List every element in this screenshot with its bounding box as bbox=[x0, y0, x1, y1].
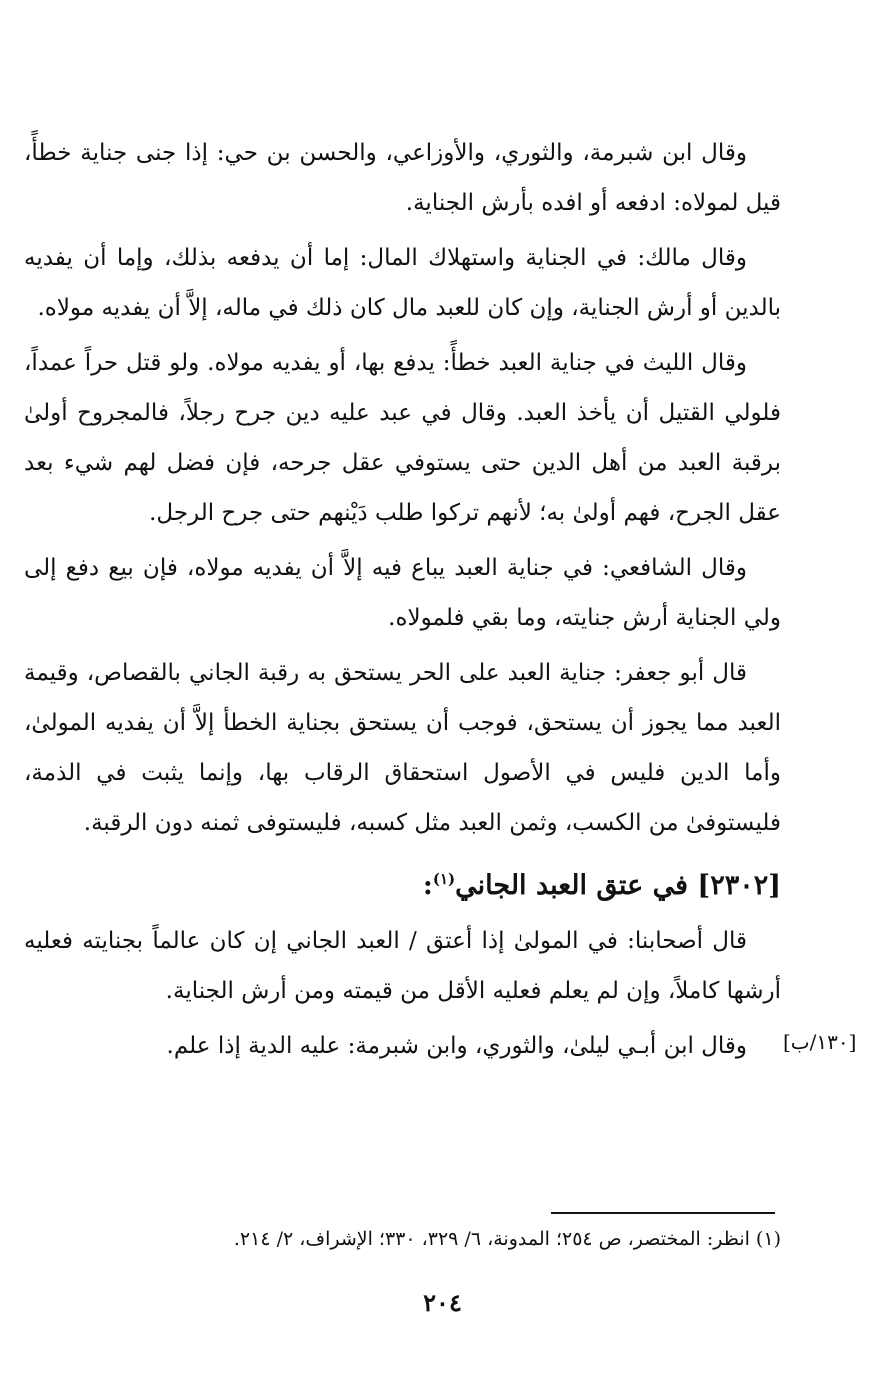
page-number: ٢٠٤ bbox=[423, 1288, 462, 1317]
paragraph-malik: وقال مالك: في الجناية واستهلاك المال: إما أن يدفعه بذلك، وإما أن يفديه بالدين أو أرش الجناية، وإن كان للعبد مال كان ذلك في ماله، إلاَّ أن يفديه مولاه. bbox=[24, 245, 781, 321]
section-heading bbox=[24, 853, 781, 912]
paragraph-ashabuna: قال أصحابنا: في المولىٰ إذا أعتق / العبد الجاني إن كان عالماً بجنايته فعليه أرشها كاملاً، وإن لم يعلم فعليه الأقل من قيمته ومن أرش الجناية. bbox=[24, 928, 781, 1004]
footnote-separator bbox=[551, 1212, 775, 1214]
paragraph-block-with-folio bbox=[24, 916, 781, 1016]
section-number: [٢٣٠٢] bbox=[697, 870, 781, 901]
paragraph-al-layth: وقال الليث في جناية العبد خطأً: يدفع بها، أو يفديه مولاه. ولو قتل حراً عمداً، فلولي القتيل أن يأخذ العبد. وقال في عبد عليه دين جرح رجلاً، فالمجروح أولىٰ برقبة العبد من أهل الدين حتى يستوفي عقل جرحه، فإن فضل لهم شيء بعد عقل الجرح، فهم أولىٰ به؛ لأنهم تركوا طلب دَيْنهم حتى جرح الرجل. bbox=[24, 350, 781, 526]
heading-colon: : bbox=[422, 870, 433, 901]
paragraph-al-shafii: وقال الشافعي: في جناية العبد يباع فيه إلاَّ أن يفديه مولاه، فإن بيع دفع إلى ولي الجناية أرش جنايته، وما بقي فلمولاه. bbox=[24, 555, 781, 631]
footnote: (١) انظر: المختصر، ص ٢٥٤؛ المدونة، ٦/ ٣٢٩، ٣٣٠؛ الإشراف، ٢/ ٢١٤. bbox=[233, 1228, 781, 1250]
paragraph-ibn-shubruma: وقال ابن شبرمة، والثوري، والأوزاعي، والحسن بن حي: إذا جنى جناية خطأً، قيل لمولاه: ادفعه أو افده بأرش الجناية. bbox=[24, 140, 781, 216]
margin-folio-marker: [١٣٠/ب] bbox=[783, 1030, 857, 1054]
main-text bbox=[24, 128, 781, 1076]
section-title: في عتق العبد الجاني bbox=[455, 870, 689, 901]
footnote-reference: (١) bbox=[432, 870, 456, 888]
paragraph-ibn-abi-layla: وقال ابن أبـي ليلىٰ، والثوري، وابن شبرمة: عليه الدية إذا علم. bbox=[166, 1033, 747, 1059]
paragraph-abu-jafar: قال أبو جعفر: جناية العبد على الحر يستحق به رقبة الجاني بالقصاص، وقيمة العبد مما يجوز أن يستحق، فوجب أن يستحق بجناية الخطأ إلاَّ أن يفديه المولىٰ، وأما الدين فليس في الأصول استحقاق الرقاب بها، وإنما يثبت في الذمة، فليستوفىٰ من الكسب، وثمن العبد مثل كسبه، فليستوفى ثمنه دون الرقبة. bbox=[24, 660, 781, 836]
